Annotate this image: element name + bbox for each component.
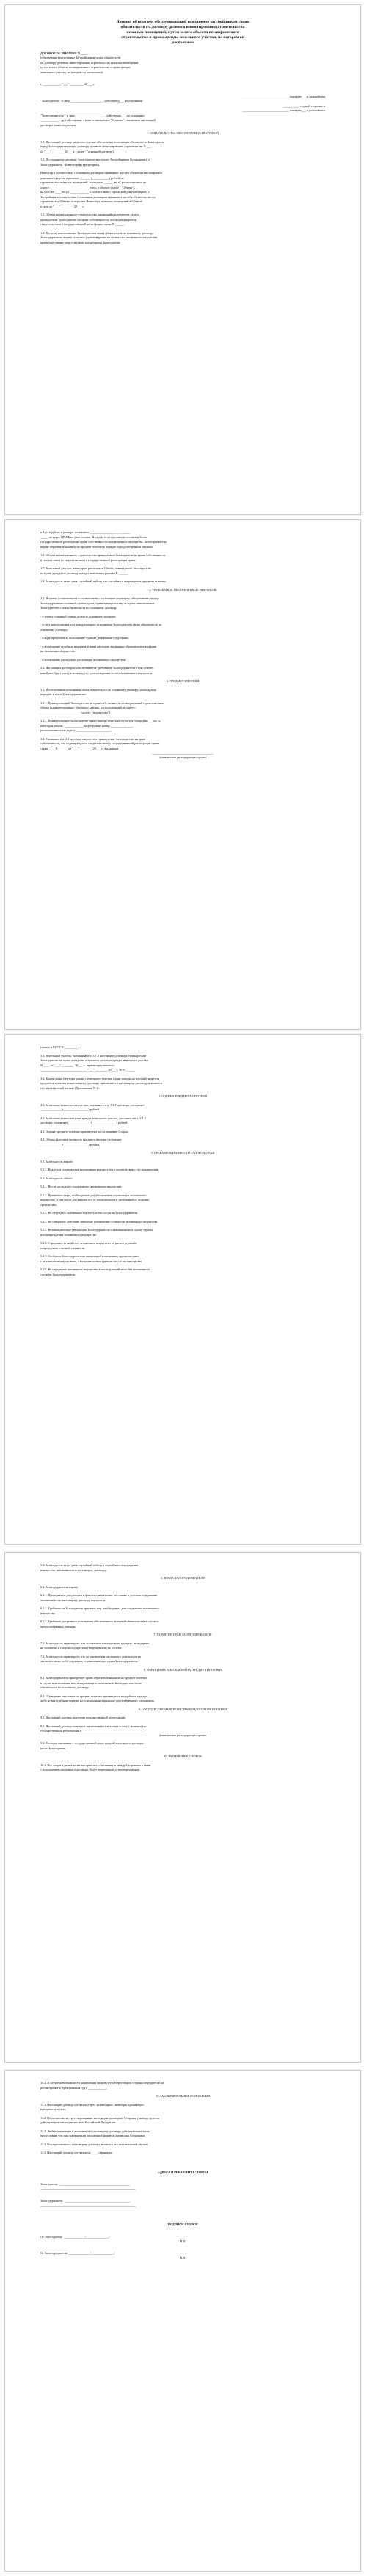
text-line: собственности, что подтверждается свидетельством о государственной регистрации права	[40, 742, 159, 745]
text-line: _____ по курсу ЦБ РФ на день оплаты. В случае если продавцом составлен более	[40, 535, 148, 539]
text-line: 5.2.3. Не отчуждать заложенное имущество без согласия Залогодержателя.	[40, 1211, 139, 1215]
section-heading: 5. ПРАВА И ОБЯЗАННОСТИ ЗАЛОГОДАТЕЛЯ	[150, 1151, 215, 1155]
text-line: Инвестор в соответствии с основным договором принимает на себя обязательство направить	[40, 171, 162, 175]
document-page-5	[4, 2070, 361, 2572]
signature-line: От Залогодержателя: ______________/_______________/	[40, 2251, 115, 2255]
text-line: N ____ от "___" ________ 20___ г., зарегистрированного	[40, 1063, 115, 1067]
text-line: на заложенное имущество;	[40, 649, 76, 653]
text-line: 6.1.1. Проверять по документам и фактически наличие, состояние и условия содержания	[40, 1593, 157, 1597]
text-line: заключал каких-либо договоров, ограничивающих права Залогодержателя.	[40, 1659, 139, 1663]
text-line: __________, с одной стороны, и	[283, 103, 325, 108]
document-page-4	[4, 1552, 361, 2063]
text-line: повреждения в полной стоимости.	[40, 1245, 86, 1250]
section-heading: 10. РАЗРЕШЕНИЕ СПОРОВ	[164, 1754, 202, 1759]
text-line: ________________________________________	[152, 751, 214, 755]
section-heading: 6. ПРАВА ЗАЛОГОДЕРЖАТЕЛЯ	[161, 1576, 205, 1580]
text-line: при условии, что они совершены в письменной форме и подписаны Сторонами.	[40, 2134, 145, 2137]
text-line: 1.3. Объект незавершенного строительства, являющийся предметом залога,	[40, 213, 139, 217]
text-line: 8.2. Обращение взыскания на предмет ипотеки производится в судебном порядке	[40, 1694, 148, 1698]
text-line: рассмотрение в Арбитражный суд г. ____________.	[40, 2085, 108, 2090]
text-line: основному договору;	[40, 627, 68, 632]
text-line: договора, составляет ______________ (________________) рублей.	[40, 1121, 128, 1124]
text-line: по договору долевого инвестирования строительства нежилых помещений	[40, 60, 139, 65]
text-line: 3.3. Земельный участок, указанный в п. 3.1.2 настоящего договора, принадлежит	[40, 1053, 147, 1058]
text-line: в срок до "___" ________ 20___ г.	[40, 204, 84, 208]
text-line: 5.2.2. Принимать меры, необходимые для обеспечения сохранности заложенного	[40, 1193, 147, 1197]
text-line: на участке ____ по ул. ____________ в соответствии с проектной документацией, а	[40, 190, 150, 194]
text-line: заложенного по настоящему договору имущества.	[40, 1598, 106, 1602]
contract-number: ДОГОВОР ОБ ИПОТЕКЕ N ____	[40, 51, 87, 55]
text-line: ______________________________, именуем___ в дальнейшем	[242, 109, 325, 113]
seal-mark: М.П.	[179, 2239, 186, 2243]
title-line: расположен	[172, 40, 194, 45]
seal-mark: М.П.	[179, 2255, 186, 2260]
text-line: 9.2. Настоящий договор считается заключенным и вступает в силу с момента его	[40, 1724, 147, 1728]
text-line: 5.3. Залогодатель несет риск случайной гибели и случайного повреждения	[40, 1563, 139, 1567]
text-line: с заложенным имуществом, о посягательствах третьих лиц на это имущество.	[40, 1259, 143, 1263]
text-line: "Залогодержатель", в лице ___________________, действующ___ на основании	[40, 113, 145, 117]
text-line: Залогодержатель вправе получить удовлетворение из стоимости заложенного имущества	[40, 235, 158, 240]
text-line: преимущественно перед другими кредиторами Залогодателя.	[40, 240, 121, 244]
text-line: от "___" ________ 20___ г. (далее - "основной договор").	[40, 149, 115, 153]
text-line: путем залога объекта незавершенного строительства и права аренды	[40, 65, 131, 70]
section-heading: 3. ПРЕДМЕТ ИПОТЕКИ	[166, 679, 200, 683]
text-line: 11.1. Настоящий договор составлен в трех экземплярах, имеющих одинаковую	[40, 2102, 144, 2107]
text-line: земельного участка, на котором он расположен)	[40, 70, 103, 74]
text-line: перед Залогодержателем по договору долевого инвестирования строительства N ___	[40, 144, 151, 149]
text-line: денежные средства в размере _______ (___________) рублей на	[40, 175, 124, 180]
text-line: имущества.	[40, 1611, 56, 1615]
title-line: Договор об ипотеке, обеспечивающий исполнение застройщиком своих	[116, 20, 250, 24]
text-line: 7.2. Залогодатель гарантирует, что до заключения настоящего договора он не	[40, 1654, 142, 1658]
text-line: либо во внесудебном порядке на основании нотариально удостоверенного соглашения.	[40, 1699, 155, 1702]
text-line: его неотъемлемой частью (Приложение N 1).	[40, 1086, 100, 1090]
document-page-2	[4, 519, 361, 1030]
text-line: 4.4. Общая залоговая стоимость предмета ипотеки составляет	[40, 1138, 122, 1141]
text-line: на праве аренды по договору аренды земельного участка N ______.	[40, 571, 129, 575]
title-line: нежилых помещений, путем залога объекта незавершенного	[126, 29, 239, 34]
text-line: - в счет неисполнения или ненадлежащего исполнения Залогодателем своих обязательств по	[40, 623, 162, 626]
text-line: _______________________________, именуем___ в дальнейшем	[241, 94, 325, 98]
parties-heading: АДРЕСА И РЕКВИЗИТЫ СТОРОН	[157, 2170, 208, 2174]
text-line: - в уплату основной суммы долга по основному договору;	[40, 614, 117, 618]
signature-line: От Залогодателя: ______________/_______________/	[40, 2234, 110, 2239]
text-line: 5.2.7. Сообщать Залогодержателю сведения об изменениях, произошедших	[40, 1254, 139, 1258]
text-line: 9.3. Расходы, связанные с государственной регистрацией настоящего договора,	[40, 1741, 145, 1746]
text-line: 11.2. По вопросам, не урегулированным настоящим договором, Стороны руководствуются	[40, 2115, 159, 2120]
text-line: 11.3. Любые изменения и дополнения к настоящему договору действительны лишь	[40, 2129, 150, 2133]
text-line: 2.2. Настоящим договором обеспечивается требование Залогодержателя в том объеме,	[40, 666, 154, 670]
text-line: в соответствии со свидетельством о государственной регистрации права.	[40, 557, 137, 562]
text-line: __________________________ (далее - "имущество").	[40, 710, 111, 714]
text-line: какой оно будет иметь к моменту его удовлетворения за счет заложенного имущества.	[40, 670, 153, 675]
text-line: "Залогодатель", в лице _____________________, действующ___ на основании	[40, 99, 142, 103]
text-line: Залогодержателю основной суммы долга, причитающегося ему в случае неисполнения	[40, 601, 155, 605]
text-line: 3.4. Копия плана (чертежа границ) земельного участка, право аренды на который является	[40, 1076, 159, 1080]
text-line: 5.2.5. Незамедлительно уведомлять Залогодержателя о возникновении угрозы утраты	[40, 1228, 153, 1232]
text-line: передает в залог Залогодержателю:	[40, 692, 87, 696]
text-line: 5.2.1. Нести расходы по содержанию заложенного имущества.	[40, 1185, 123, 1188]
text-line: ___________, с другой стороны, а вместе именуемые "Стороны", заключили настоящий	[40, 118, 156, 122]
text-line: адресу: ____________________, ____ этаж, в объекте (далее - "Объект"),	[40, 185, 136, 189]
text-line: 11.4. Все приложения к настоящему договору являются его неотъемлемой частью.	[40, 2142, 149, 2146]
text-line: 1.8. Залогодатель несет риск случайной гибели или случайного повреждения предмета ипотеки.	[40, 579, 167, 583]
text-line: 1.7. Земельный участок, на котором расположен Объект, принадлежит Залогодателю	[40, 566, 151, 570]
section-heading: 7. ГАРАНТИИ ПРАВ ЗАЛОГОДЕРЖАТЕЛЯ	[153, 1633, 212, 1636]
text-line: юридическую силу.	[40, 2107, 66, 2111]
text-line: 5.2. Залогодатель обязан:	[40, 1176, 73, 1180]
text-line: 3.2. Указанное в п. 3.1 договора имущество принадлежит Залогодателю на праве	[40, 736, 146, 741]
text-line: строительство нежилых помещений, площадью ______ кв. м, расположенных по	[40, 180, 147, 185]
text-line: ______________________________ "___" ________ 20___ г. за N ______.	[40, 1068, 136, 1072]
text-line: (запись в ЕГРП N _________).	[40, 1045, 80, 1049]
text-line: - в возмещение расходов по реализации заложенного имущества.	[40, 657, 126, 662]
text-line: 8.1. Залогодержатель приобретает право обратить взыскание на предмет ипотеки	[40, 1676, 147, 1680]
text-line: действующим законодательством Российской Федерации.	[40, 2121, 117, 2124]
section-heading: 9. ГОСУДАРСТВЕННАЯ РЕГИСТРАЦИЯ ДОГОВОРА ИПОТЕКИ	[138, 1707, 228, 1711]
text-line: ______________ (________________) рублей.	[40, 1142, 101, 1146]
place-date-line: г. ____________ "___" _________ 20___ г.	[40, 82, 95, 87]
text-line: государственной регистрации в ________________________________________.	[40, 1729, 145, 1732]
text-line: несет Залогодатель.	[40, 1746, 67, 1750]
text-line: объект (административно - бытового здания), расположенный по адресу:	[40, 706, 137, 709]
text-line: 7.1. Залогодатель гарантирует, что заложенное имущество не продано, не подарено,	[40, 1641, 150, 1645]
text-line: 3.1.1. Принадлежащий Залогодателю на праве собственности незавершенный строительством	[40, 700, 164, 705]
text-line: 4.2. Залоговая стоимость права аренды земельного участка, указанного в п. 3.1.2	[40, 1116, 146, 1120]
section-heading: 8. ОБРАЩЕНИЕ ВЗЫСКАНИЯ НА ПРЕДМЕТ ИПОТЕКИ	[144, 1667, 222, 1672]
text-line: согласия Залогодержателя.	[40, 1272, 76, 1276]
text-line: 5.2.8. Не передавать заложенное имущество в последующий залог без письменного	[40, 1267, 150, 1271]
section-heading: 1. ОБЯЗАТЕЛЬСТВО, ОБЕСПЕЧЕННОЕ ИПОТЕКОЙ	[147, 131, 219, 136]
text-line: 3.1. В обеспечение исполнения своих обязательств по основному договору Залогодатель	[40, 687, 156, 692]
text-line: обязательств по основному договору.	[40, 1686, 90, 1689]
text-line: (обеспечивает исполнение Застройщиком своих обязательств	[40, 56, 121, 60]
party-line: ______________________________________________________________	[40, 2187, 136, 2191]
text-line: 1.2. По основному договору Залогодатель выступает Застройщиком (должником), а	[40, 158, 150, 162]
section-heading: 11. ЗАКЛЮЧИТЕЛЬНЫЕ ПОЛОЖЕНИЯ	[155, 2094, 211, 2098]
text-line: договор о нижеследующем:	[40, 122, 77, 127]
text-line: 3.1.2. Принадлежащее Залогодателю право аренды земельного участка площадью ___ кв. м,	[40, 719, 161, 722]
title-line: строительства и права аренды земельного участка, на котором он	[121, 34, 244, 40]
text-line: 5.2.6. Страховать за свой счет заложенное имущество от рисков утраты и	[40, 1241, 137, 1245]
text-line: 5.2.4. Не совершать действий, влекущих уменьшение стоимости заложенного имущества.	[40, 1219, 159, 1223]
text-line: 10.1. Все споры и разногласия, которые могут возникнуть между Сторонами в связи	[40, 1763, 151, 1767]
section-heading: 2. ТРЕБОВАНИЯ, ОБЕСПЕЧЕННЫЕ ИПОТЕКОЙ	[149, 588, 217, 592]
text-line: 5.1.1. Владеть и пользоваться заложенным имуществом в соответствии с его назначением.	[40, 1168, 159, 1171]
text-line: расположенного по адресу: ______________________.	[40, 728, 112, 732]
text-line: третьих лиц.	[40, 1202, 57, 1207]
text-line: строительству Объекта и передаче Инвестору нежилых помещений в Объекте	[40, 200, 143, 204]
text-line: в Руб. в рублях в размере, названном __________________ ________	[40, 530, 131, 534]
title-line: обязательств по договору долевого инвестирования строительства	[120, 24, 245, 29]
party-line: ______________________________________________________________	[40, 2203, 136, 2207]
text-line: свидетельством о государственной регистрации права N ______.	[40, 222, 126, 227]
text-line: 9.1. Настоящий договор подлежит государственной регистрации.	[40, 1716, 126, 1719]
text-line: не заложено, в споре и под арестом (запрещением) не состоит.	[40, 1646, 123, 1650]
text-line: 1.6. Объект незавершенного строительства принадлежит Залогодателю на праве собственности	[40, 553, 166, 557]
text-line: 10.2. В случае невозможности разрешения споров путем переговоров стороны передают их на	[40, 2081, 164, 2085]
section-heading: 4. ОЦЕНКА ПРЕДМЕТА ИПОТЕКИ	[158, 1094, 208, 1098]
text-line: Залогодателю на праве аренды на основании договора аренды земельного участка	[40, 1058, 148, 1062]
text-line: серия ____ N ______ от "___" ________ 20___ г., выданным	[40, 746, 119, 750]
text-line: государственной регистрации права собственности на заложенное имущество, Залогодержатель	[40, 540, 167, 544]
text-line: Залогодержатель - Инвестором (кредитором).	[40, 162, 101, 167]
party-line: Залогодержатель: ___________________________________________	[40, 2198, 131, 2203]
text-line: Залогодателем своих обязательств по основному договору.	[40, 606, 117, 610]
text-line: 1.1. Настоящий договор заключен с целью обеспечения исполнения обязательств Залогодателя	[40, 139, 165, 144]
text-line: предметом ипотеки по настоящему договору, прилагается к настоящему договору и является	[40, 1081, 162, 1085]
text-line: 6.1. Залогодержатель вправе:	[40, 1584, 79, 1589]
text-line: имущества, в том числе для защиты его от посягательств и требований со стороны	[40, 1198, 149, 1201]
text-line: вправе обратить взыскание на предмет ипотеки в порядке, предусмотренном законом.	[40, 544, 153, 549]
party-line: Залогодатель: ______________________________________________	[40, 2182, 130, 2186]
text-line: 4.3. Оценка предмета ипотеки произведена по соглашению Сторон.	[40, 1129, 129, 1133]
text-line: принадлежит Залогодателю на праве собственности, что подтверждается	[40, 217, 137, 222]
text-line: или повреждения заложенного имущества.	[40, 1232, 97, 1237]
text-line: 6.1.2. Требовать от Залогодателя принятия мер, необходимых для сохранения заложенного	[40, 1606, 159, 1610]
text-line: имущества, заложенного по настоящему договору.	[40, 1567, 107, 1572]
document-page-3	[4, 1034, 361, 1545]
text-line: Застройщик в соответствии с основным договором принимает на себя обязательство по	[40, 194, 156, 199]
text-line: 1.4. В случае неисполнения Залогодателем своих обязательств по основному договору	[40, 230, 154, 235]
text-line: категория земель: ____________, кадастровый номер ______________,	[40, 723, 133, 728]
document-page-1	[4, 4, 361, 515]
text-line: - в виде процентов за пользование чужими денежными средствами;	[40, 636, 129, 640]
text-line: - в возмещение судебных издержек и иных расходов, вызванных обращением взыскания	[40, 644, 156, 648]
text-line: 4.1. Залоговая стоимость имущества, указанного в п. 3.1.1 договора, составляет	[40, 1102, 145, 1107]
text-line: в случае неисполнения или ненадлежащего исполнения Залогодателем своих	[40, 1680, 142, 1685]
text-line: 2.1. Ипотека, установленная в соответствии с настоящим договором, обеспечивает уплату	[40, 596, 159, 600]
text-line: 11.5. Настоящий договор составлен на ____ страницах.	[40, 2151, 113, 2154]
caption: (наименование регистрирующего органа)	[159, 755, 206, 759]
text-line: 5.1. Залогодатель вправе:	[40, 1159, 73, 1163]
text-line: ______________ (________________) рублей.	[40, 1108, 101, 1111]
document-title	[40, 20, 325, 45]
text-line: предусмотренных законом.	[40, 1624, 76, 1628]
text-line: с исполнением настоящего договора, будут разрешаться путем переговоров.	[40, 1768, 140, 1772]
caption: (наименование регистрирующего органа)	[159, 1733, 206, 1737]
signatures-heading: ПОДПИСИ СТОРОН	[167, 2222, 198, 2227]
text-line: 6.1.3. Требовать досрочного исполнения обеспеченного ипотекой обязательства в случаях,	[40, 1620, 159, 1623]
